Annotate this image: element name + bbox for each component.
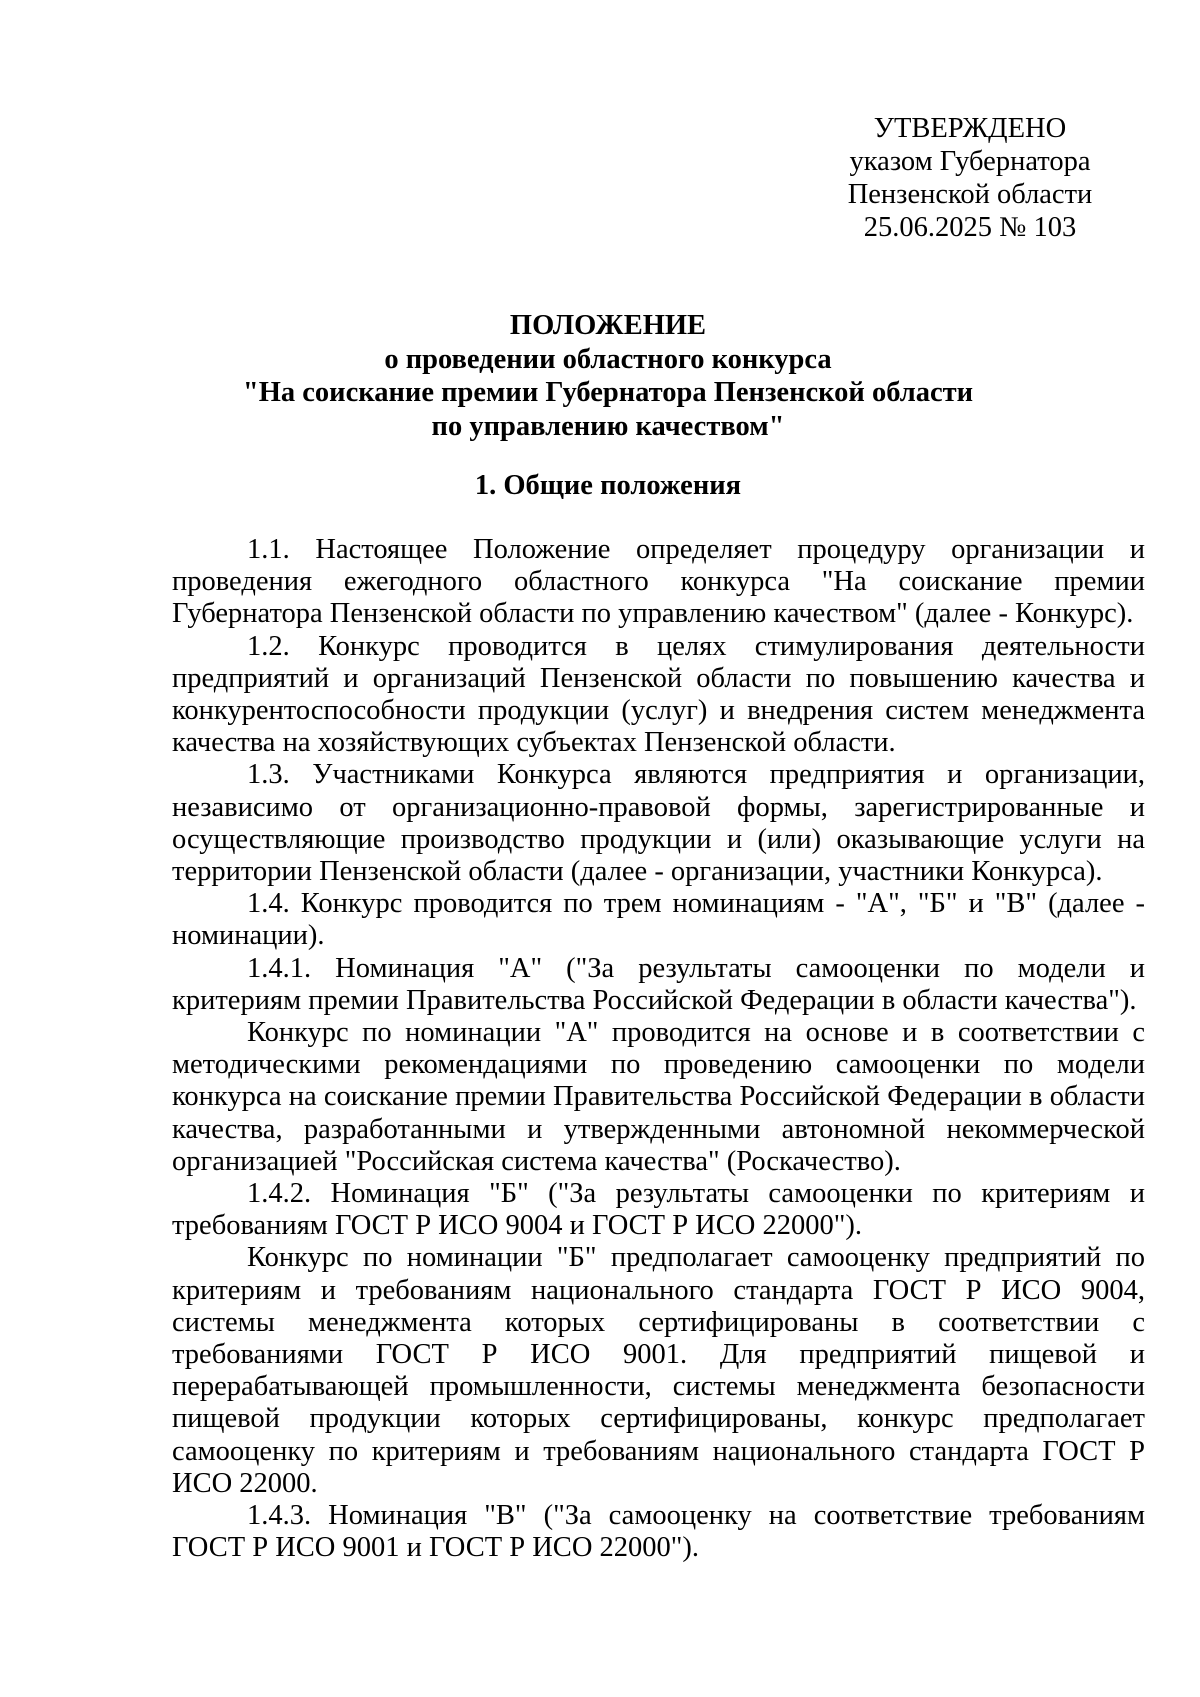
title-line-2: о проведении областного конкурса [384,343,832,375]
paragraph-1-2: 1.2. Конкурс проводится в целях стимулирования деятельности предприятий и организаций Пензенской области по повышению качества и конкурентоспособности продукции (услуг) и внедрения систем менеджмента качества на хозяйствующих субъектах Пензенской области. [172,630,1145,759]
paragraph-1-4-3: 1.4.3. Номинация "В" ("За самооценку на соответствие требованиям ГОСТ Р ИСО 9001 и ГОСТ Р ИСО 22000"). [172,1500,1145,1564]
paragraph-1-4-1: 1.4.1. Номинация "А" ("За результаты самооценки по модели и критериям премии Правительства Российской Федерации в области качества"). [172,952,1145,1016]
title-line-4: по управлению качеством" [431,410,785,442]
section-heading: 1. Общие положения [474,470,742,501]
paragraph-1-4-2: 1.4.2. Номинация "Б" ("За результаты самооценки по критериям и требованиям ГОСТ Р ИСО 9004 и ГОСТ Р ИСО 22000"). [172,1178,1145,1242]
approval-authority: указом Губернатора [849,146,1091,177]
paragraph-nomination-a: Конкурс по номинации "А" проводится на основе и в соответствии с методическими рекомендациями по проведению самооценки по модели конкурса на соискание премии Правительства Российской Федерации в области качества, разработанными и утвержденными автономной некоммерческой организацией "Российская система качества" (Роскачество). [172,1017,1145,1177]
paragraph-nomination-b: Конкурс по номинации "Б" предполагает самооценку предприятий по критериям и требованиям национального стандарта ГОСТ Р ИСО 9004, системы менеджмента которых сертифицированы в соответствии с требованиями ГОСТ Р ИСО 9001. Для предприятий пищевой и перерабатывающей промышленности, системы менеджмента безопасности пищевой продукции которых сертифицированы, конкурс предполагает самооценку по критериям и требованиям национального стандарта ГОСТ Р ИСО 22000. [172,1242,1145,1499]
approval-stamp [820,112,1120,244]
document-title [172,309,1044,443]
paragraph-1-1: 1.1. Настоящее Положение определяет процедуру организации и проведения ежегодного областного конкурса "На соискание премии Губернатора Пензенской области по управлению качеством" (далее - Конкурс). [172,534,1145,630]
paragraph-1-4: 1.4. Конкурс проводится по трем номинациям - "А", "Б" и "В" (далее - номинации). [172,888,1145,952]
document-body [172,534,1145,1565]
title-line-1: ПОЛОЖЕНИЕ [509,310,707,341]
title-line-3: "На соискание премии Губернатора Пензенской области [242,377,974,408]
approval-region: Пензенской области [847,179,1093,210]
paragraph-1-3: 1.3. Участниками Конкурса являются предприятия и организации, независимо от организационно-правовой формы, зарегистрированные и осуществляющие производство продукции и (или) оказывающие услуги на территории Пензенской области (далее - организации, участники Конкурса). [172,759,1145,888]
approval-status: УТВЕРЖДЕНО [873,113,1067,144]
approval-date-number: 25.06.2025 № 103 [863,212,1077,243]
